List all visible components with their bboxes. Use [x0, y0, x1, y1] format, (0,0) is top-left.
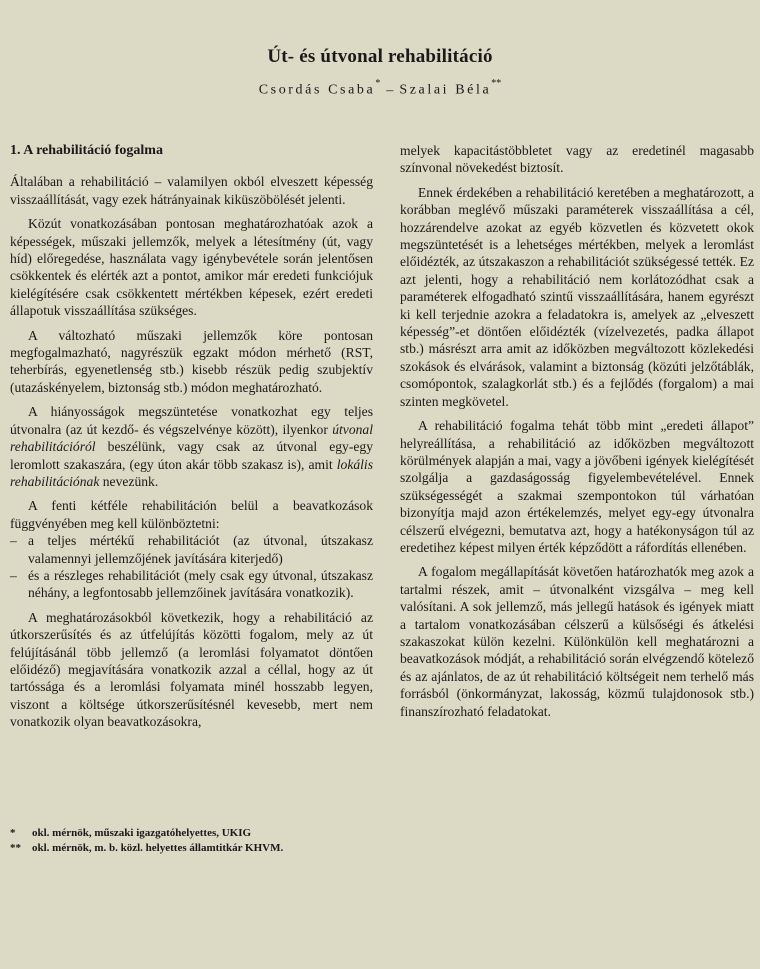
author-first-footnote-mark: *: [375, 78, 381, 89]
list-item: [10, 532, 373, 567]
paragraph-5: A fenti kétféle rehabilitáción belül a beavatkozások függvényében meg kell különböztetni:: [10, 498, 373, 531]
paragraph-10: A fogalom megállapítását követően határozhatók meg azok a tartalmi részek, amit – útvonalként vizsgálva – meg kell valósítani. A sok jellemző, más jellegű hatások és igények miatt a tartalom vonatkozásában célszerű a külsőségi és átkelési szakaszokat külön kezelni. Különkülön kell meghatározni a beavatkozások módját, a rehabilitáció során elvégzendő kötelező és az ajánlatos, de az út rehabilitáció költségeit nem terhelő más forrásból (önkormányzat, lakosság, közmű tulajdonosok stb.) finanszírozható feladatokat.: [400, 564, 754, 719]
author-second: Szalai Béla: [399, 82, 492, 98]
list-dash: –: [10, 567, 17, 583]
paragraph-3: A változható műszaki jellemzők köre pontosan megfogalmazható, nagyrészük egzakt módon mérhető (RST, teherbírás, egyenetlenség stb.) kisebb részük pedig szubjektív (utazáskényelem, biztonság stb.) módon meghatározható.: [10, 327, 373, 395]
paragraph-2: Közút vonatkozásában pontosan meghatározhatóak azok a képességek, műszaki jellemzők, melyek a létesítmény (út, vagy híd) előregedése, használata vagy igénybevétele során jelentősen csökkentek és elérték azt a pontot, amikor már eredeti funkciójuk kielégítésére csak csökkentett mértékben képesek, ezért eredeti állapotuk visszaállítása szükséges.: [10, 216, 373, 319]
footnotes: [10, 826, 380, 856]
paragraph-4-part-a: A hiányosságok megszüntetése vonatkozhat egy teljes útvonalra (az út kezdő- és végszelvénye között), ilyenkor: [10, 404, 373, 437]
article-title: Út- és útvonal rehabilitáció: [267, 46, 493, 67]
footnote-text: okl. mérnök, m. b. közl. helyettes államtitkár KHVM.: [32, 842, 284, 854]
paragraph-7: melyek kapacitástöbbletet vagy az eredetinél magasabb színvonal növekedést biztosít.: [400, 143, 754, 176]
list-dash: –: [10, 533, 17, 549]
term-local-rehabilitation: lokális rehabilitációnak: [10, 456, 373, 489]
list-item-text: a teljes mértékű rehabilitációt (az útvonal, útszakasz valamennyi jellemzőjének javítására kiterjedő): [28, 533, 373, 566]
author-second-footnote-mark: **: [491, 78, 502, 89]
paragraph-4-part-c: nevezünk.: [99, 473, 159, 489]
list-item-text: és a részleges rehabilitációt (mely csak egy útvonal, útszakasz néhány, a legfontosabb jellemzőinek javítására vonatkozik).: [28, 567, 373, 601]
paragraph-4-part-b: beszélünk, vagy csak az útvonal egy-egy leromlott szakaszára, (egy úton akár több szakasz is), amit: [10, 439, 373, 472]
author-first: Csordás Csaba: [258, 82, 376, 98]
paragraph-1: Általában a rehabilitáció – valamilyen okból elveszett képesség visszaállítását, vagy ezek hátrányainak kiküszöbölését jelenti.: [10, 174, 373, 207]
list-item: [10, 567, 373, 602]
rehabilitation-type-list: [10, 532, 373, 602]
left-column: [10, 142, 373, 738]
paragraph-6: A meghatározásokból következik, hogy a rehabilitáció az útkorszerűsítés és az útfelújítás közötti fogalom, mely az út felújításánál több jellemző (a leromlási folyamatot döntően előidéző) megjavítására vonatkozik azzal a céllal, hogy az út tartóssága és a leromlási folyamata minél hosszabb legyen, viszont a költsége útkorszerűsítésnél kevesebb, mert nem vonatkozik olyan beavatkozásokra,: [10, 609, 373, 730]
footnote: [10, 826, 380, 841]
footnote-text: okl. mérnök, műszaki igazgatóhelyettes, UKIG: [32, 827, 252, 839]
paragraph-8: Ennek érdekében a rehabilitáció keretében a meghatározott, a korábban meglévő műszaki paraméterek visszaállítása a cél, hozzárendelve azokat az egyéb közvetlen és közvetett okok megszüntetését is a lehetséges mértékben, melyek a leromlást előidézték, az útszakaszon a rehabilitációt szükségessé tették. Ez azt jelenti, hogy a rehabilitáció nem korlátozódhat csak a paraméterek elfogadható szintű visszaállítására, hanem egyrészt ki kell terjednie azokra a feladatokra is, amelyek az „elveszett képesség”-et döntően előidézték (vízelvezetés, padka állapot stb.) másrészt arra amit az időközben megváltozott közlekedési szokások és elvárások, valamint a biztonság (közúti jelzőtáblák, csomópontok, szalagkorlát stb.) és a fejlődés (forgalom) a mai szinten megkövetel.: [400, 184, 754, 409]
author-line: [0, 80, 760, 99]
right-column: [400, 142, 754, 727]
footnote-mark: **: [10, 842, 21, 854]
term-route-rehabilitation: útvonal rehabilitációról: [10, 421, 373, 455]
paragraph-9: A rehabilitáció fogalma tehát több mint „eredeti állapot” helyreállítása, a rehabilitáció az időközben megváltozott körülmények alapján a mai, vagy a jövőbeni igények kielégítését szolgálja a gazdaságosság figyelembevételével. Ennek szükségességét a szakmai szempontokon túl várhatóan bizonyítja majd azon értékelemzés, melyet egy-egy útvonalra célszerű elvégezni, bemutatva azt, hogy a hatékonyságon túl az eredetihez képest milyen érték képződött a ráfordítás ellenében.: [400, 418, 754, 555]
section-heading: 1. A rehabilitáció fogalma: [10, 143, 163, 158]
footnote-mark: *: [10, 827, 16, 839]
footnote: [10, 841, 380, 856]
author-separator: –: [386, 82, 394, 98]
paragraph-4: [10, 403, 373, 490]
